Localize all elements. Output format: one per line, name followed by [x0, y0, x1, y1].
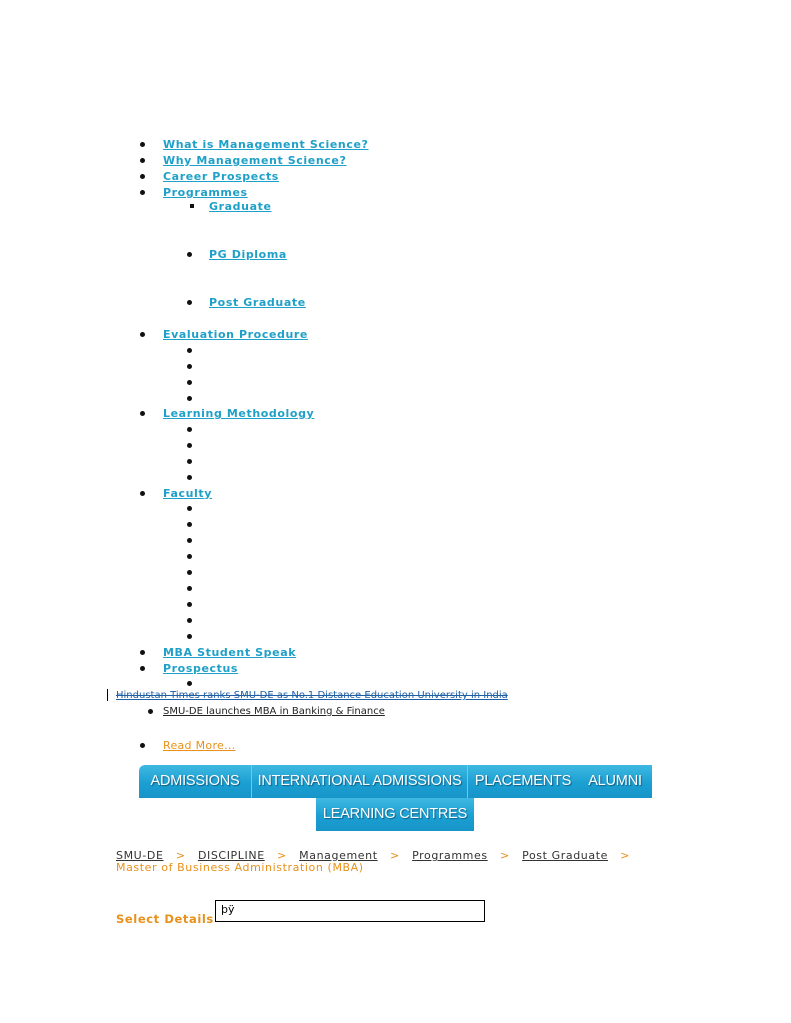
menu-item-evaluation-procedure[interactable]: Evaluation Procedure	[163, 328, 308, 341]
nav-placements[interactable]: PLACEMENTS	[474, 773, 572, 789]
breadcrumb-post-graduate[interactable]: Post Graduate	[522, 849, 608, 862]
bullet	[187, 602, 192, 607]
bullet	[148, 709, 153, 714]
bullet	[187, 396, 192, 401]
main-navbar	[139, 765, 652, 798]
nav-alumni[interactable]: ALUMNI	[588, 773, 642, 789]
bullet	[187, 443, 192, 448]
breadcrumb	[116, 850, 674, 874]
menu-item-why-management-science[interactable]: Why Management Science?	[163, 154, 347, 167]
select-details-dropdown[interactable]: þÿ	[215, 900, 485, 922]
breadcrumb-separator: >	[389, 849, 400, 862]
bullet	[187, 348, 192, 353]
news-item-rankings[interactable]: Hindustan Times ranks SMU-DE as No.1 Distance Education University in India	[116, 690, 508, 701]
bullet	[187, 459, 192, 464]
breadcrumb-separator: >	[620, 849, 631, 862]
bullet	[187, 252, 192, 257]
bullet	[140, 650, 145, 655]
menu-item-mba-student-speak[interactable]: MBA Student Speak	[163, 646, 297, 659]
bullet	[140, 491, 145, 496]
square-bullet	[190, 204, 194, 208]
bullet	[140, 190, 145, 195]
menu-item-career-prospects[interactable]: Career Prospects	[163, 170, 279, 183]
menu-item-faculty[interactable]: Faculty	[163, 487, 213, 500]
bullet	[187, 522, 192, 527]
select-details-label: Select Details	[116, 912, 214, 926]
bullet	[187, 586, 192, 591]
submenu-item-pg-diploma[interactable]: PG Diploma	[209, 248, 287, 261]
bullet	[187, 538, 192, 543]
nav-international-admissions[interactable]: INTERNATIONAL ADMISSIONS	[257, 773, 462, 789]
bullet	[187, 475, 192, 480]
bullet	[187, 300, 192, 305]
bullet	[187, 634, 192, 639]
bullet	[140, 666, 145, 671]
bullet	[140, 158, 145, 163]
bullet	[187, 570, 192, 575]
text-cursor	[107, 689, 108, 701]
secondary-navbar	[316, 798, 474, 831]
breadcrumb-separator: >	[277, 849, 287, 862]
bullet	[140, 743, 145, 748]
news-item-mba-banking[interactable]: SMU-DE launches MBA in Banking & Finance	[163, 706, 385, 717]
bullet	[187, 364, 192, 369]
bullet	[140, 411, 145, 416]
breadcrumb-smu-de[interactable]: SMU-DE	[116, 849, 164, 862]
breadcrumb-separator: >	[175, 849, 186, 862]
nav-learning-centres[interactable]: LEARNING CENTRES	[322, 806, 468, 822]
breadcrumb-discipline[interactable]: DISCIPLINE	[197, 849, 265, 862]
bullet	[187, 506, 192, 511]
submenu-item-post-graduate[interactable]: Post Graduate	[209, 296, 306, 309]
bullet	[140, 142, 145, 147]
menu-item-prospectus[interactable]: Prospectus	[163, 662, 239, 675]
bullet	[187, 554, 192, 559]
submenu-item-graduate[interactable]: Graduate	[209, 200, 272, 213]
breadcrumb-separator: >	[500, 849, 510, 862]
breadcrumb-programmes[interactable]: Programmes	[412, 849, 488, 862]
menu-item-what-is-management-science[interactable]: What is Management Science?	[163, 138, 369, 151]
menu-item-programmes[interactable]: Programmes	[163, 186, 248, 199]
bullet	[140, 332, 145, 337]
bullet	[187, 681, 192, 686]
bullet	[187, 427, 192, 432]
menu-item-learning-methodology[interactable]: Learning Methodology	[163, 407, 315, 420]
bullet	[140, 174, 145, 179]
nav-admissions[interactable]: ADMISSIONS	[150, 773, 240, 789]
bullet	[187, 618, 192, 623]
bullet	[187, 380, 192, 385]
read-more-link[interactable]: Read More...	[163, 739, 236, 752]
breadcrumb-management[interactable]: Management	[299, 849, 378, 862]
breadcrumb-current-page: Master of Business Administration (MBA)	[116, 861, 364, 874]
